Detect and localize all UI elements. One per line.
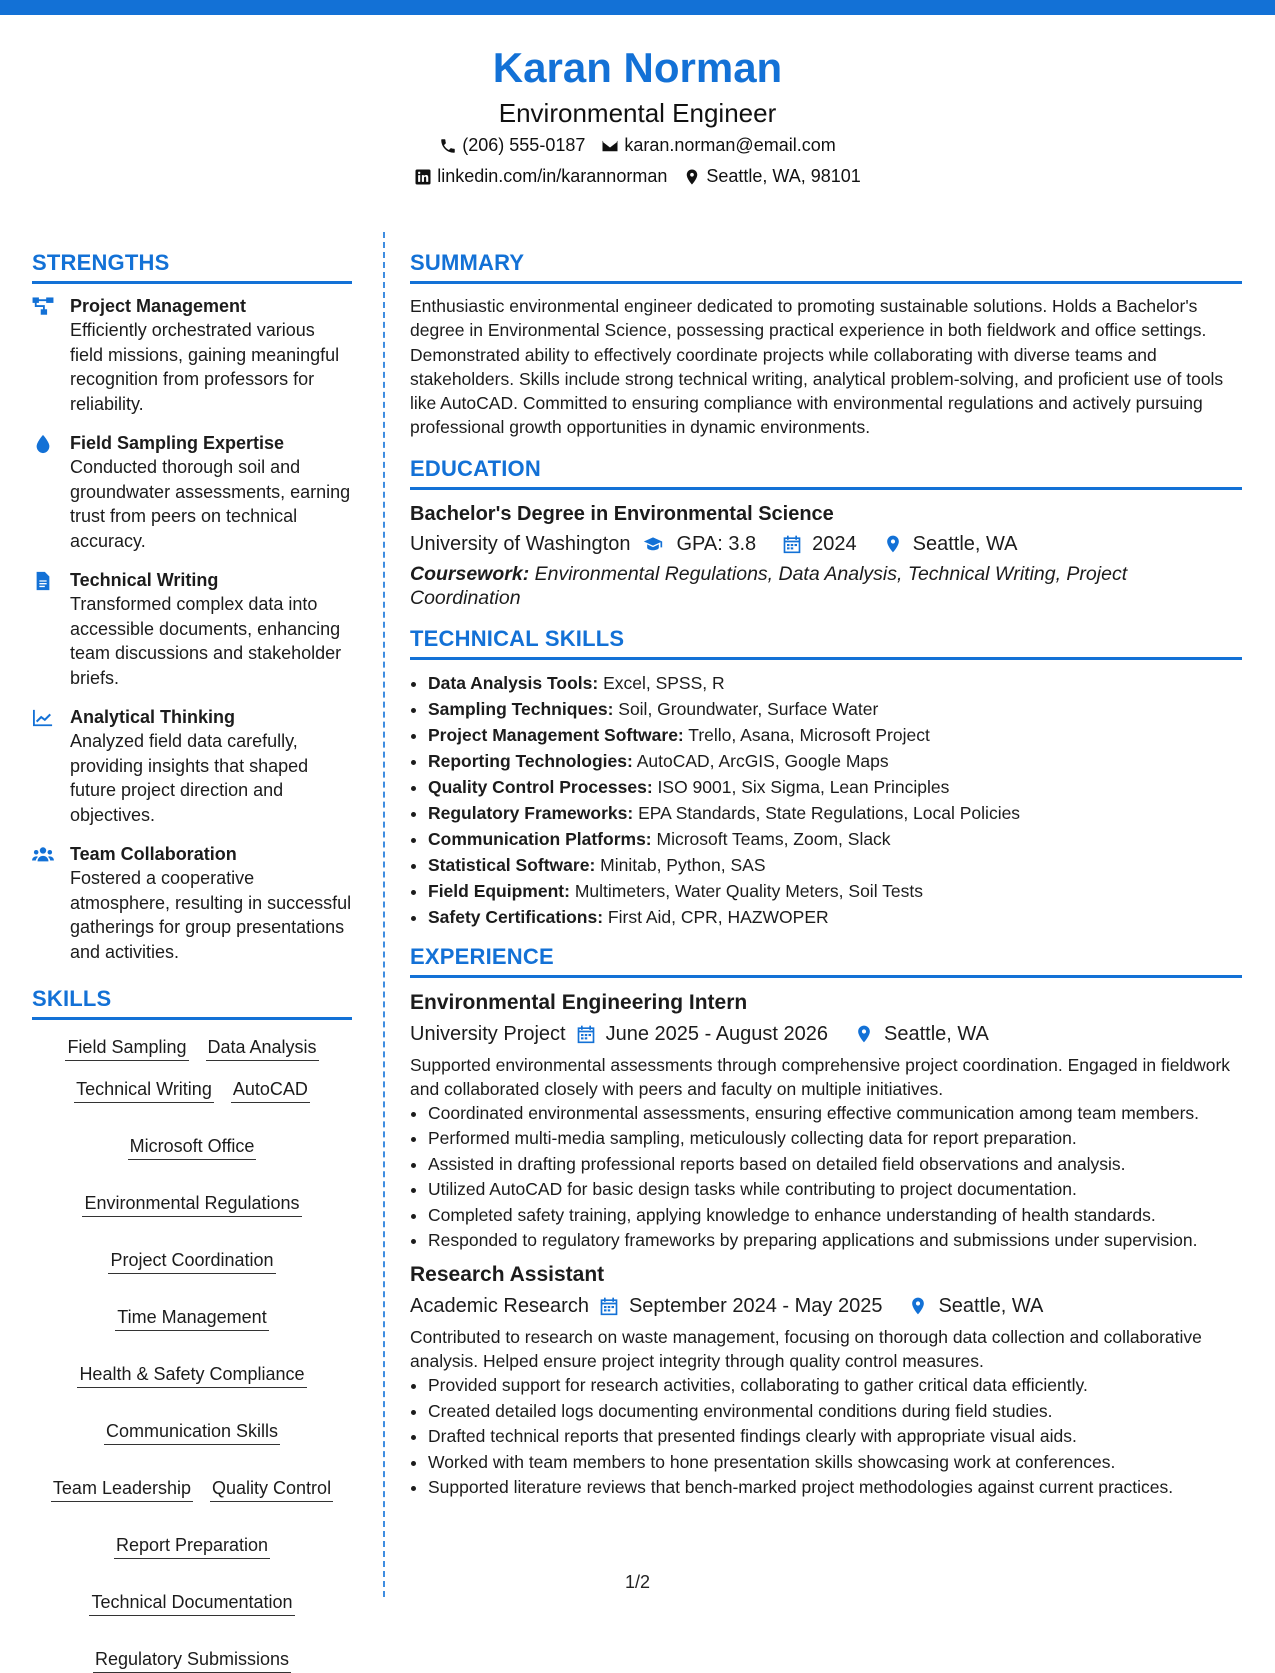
strength-title: Analytical Thinking — [70, 707, 236, 727]
calendar-icon — [782, 534, 802, 554]
phone-text: (206) 555-0187 — [462, 135, 586, 155]
skill-tag: Technical Documentation — [89, 1589, 294, 1616]
list-item — [428, 774, 1242, 800]
list-item — [428, 800, 1242, 826]
strength-desc: Conducted thorough soil and groundwater assessments, earning trust from peers on technical accuracy. — [70, 457, 351, 551]
skill-label: Statistical Software: — [428, 854, 596, 875]
contact-email[interactable] — [601, 130, 835, 161]
skill-label: Data Analysis Tools: — [428, 672, 599, 693]
list-item: • Performed multi-media sampling, meticulously collecting data for report preparation. — [428, 1126, 1242, 1150]
job-title: Environmental Engineering Intern — [410, 990, 748, 1014]
skill-tag: Data Analysis — [206, 1034, 319, 1061]
skill-tag: Technical Writing — [74, 1076, 214, 1103]
strength-item — [32, 431, 352, 553]
strength-item — [32, 568, 352, 690]
list-item: • Supported literature reviews that bench-marked project methodologies against current practices. — [428, 1475, 1242, 1499]
list-item — [428, 878, 1242, 904]
skill-value: Trello, Asana, Microsoft Project — [688, 724, 930, 745]
strength-item — [32, 842, 352, 964]
coursework — [410, 562, 1242, 610]
job-meta — [410, 1018, 1242, 1050]
resume-header — [0, 40, 1275, 192]
skill-tag: Health & Safety Compliance — [77, 1361, 306, 1388]
strength-desc: Transformed complex data into accessible documents, enhancing team discussions and stakeholder briefs. — [70, 594, 342, 688]
candidate-title: Environmental Engineer — [498, 98, 777, 128]
contact-row-2 — [0, 161, 1275, 192]
contact-location — [683, 161, 860, 192]
map-pin-icon — [883, 534, 903, 554]
skill-tag: Time Management — [115, 1304, 268, 1331]
map-pin-icon — [854, 1024, 874, 1044]
skill-label: Reporting Technologies: — [428, 750, 633, 771]
page-number: 1/2 — [624, 1572, 651, 1592]
job-description: Contributed to research on waste management, focusing on thorough data collection and collaborative analysis. Helped ensure project integrity through quality control measures. — [410, 1327, 1202, 1372]
skill-label: Field Equipment: — [428, 880, 570, 901]
gpa: GPA: 3.8 — [676, 532, 757, 555]
skill-label: Regulatory Frameworks: — [428, 802, 634, 823]
list-item — [428, 904, 1242, 930]
list-item: • Provided support for research activities, collaborating to gather critical data efficiently. — [428, 1373, 1242, 1397]
skill-tag: Field Sampling — [65, 1034, 188, 1061]
job-dates: September 2024 - May 2025 — [628, 1295, 883, 1318]
skill-value: Soil, Groundwater, Surface Water — [618, 698, 879, 719]
strength-title: Field Sampling Expertise — [70, 433, 285, 453]
education-heading: EDUCATION — [410, 456, 1242, 490]
job-location: Seattle, WA — [884, 1022, 989, 1045]
document-icon — [32, 571, 54, 591]
list-item: • Created detailed logs documenting environmental conditions during field studies. — [428, 1399, 1242, 1423]
skill-value: AutoCAD, ArcGIS, Google Maps — [636, 750, 889, 771]
job-title: Research Assistant — [410, 1263, 605, 1287]
job-description: Supported environmental assessments through comprehensive project coordination. Engaged in fieldwork and collaborated closely with peers and faculty on multiple initiatives. — [410, 1054, 1231, 1099]
job-entry — [410, 988, 1242, 1253]
skill-value: Microsoft Teams, Zoom, Slack — [656, 828, 891, 849]
line-chart-icon — [32, 708, 54, 728]
location-text: Seattle, WA, 98101 — [706, 166, 861, 186]
job-bullets — [410, 1373, 1242, 1499]
skill-tag: Project Coordination — [108, 1247, 275, 1274]
strength-title: Technical Writing — [70, 570, 219, 590]
list-item: • Drafted technical reports that presented findings clearly with appropriate visual aids. — [428, 1424, 1242, 1448]
strength-desc: Analyzed field data carefully, providing insights that shaped future project direction and objectives. — [70, 731, 309, 825]
calendar-icon — [576, 1024, 596, 1044]
list-item — [428, 722, 1242, 748]
strength-desc: Efficiently orchestrated various field missions, gaining meaningful recognition from professors for reliability. — [70, 320, 340, 414]
email-text: karan.norman@email.com — [624, 135, 836, 155]
skill-value: EPA Standards, State Regulations, Local Policies — [638, 802, 1021, 823]
project-management-icon — [32, 297, 54, 317]
skill-value: ISO 9001, Six Sigma, Lean Principles — [657, 776, 950, 797]
experience-heading: EXPERIENCE — [410, 944, 1242, 978]
job-bullets — [410, 1101, 1242, 1253]
degree-title: Bachelor's Degree in Environmental Science — [410, 502, 834, 525]
contact-phone — [439, 130, 585, 161]
list-item — [428, 852, 1242, 878]
skill-label: Safety Certifications: — [428, 906, 604, 927]
skill-tag: Environmental Regulations — [82, 1190, 301, 1217]
skill-value: Multimeters, Water Quality Meters, Soil Tests — [574, 880, 923, 901]
strength-desc: Fostered a cooperative atmosphere, resulting in successful gatherings for group presentations and activities. — [70, 868, 352, 962]
job-location: Seattle, WA — [938, 1295, 1044, 1318]
list-item: • Completed safety training, applying knowledge to enhance understanding of health standards. — [428, 1203, 1242, 1227]
list-item — [428, 748, 1242, 774]
skill-label: Project Management Software: — [428, 724, 684, 745]
phone-icon — [439, 137, 457, 155]
skill-label: Quality Control Processes: — [428, 776, 653, 797]
list-item: • Responded to regulatory frameworks by preparing applications and submissions under supervision. — [428, 1228, 1242, 1252]
job-entry — [410, 1260, 1242, 1499]
list-item — [428, 826, 1242, 852]
contact-row-1 — [0, 130, 1275, 161]
summary-heading: SUMMARY — [410, 250, 1242, 284]
strength-item — [32, 705, 352, 827]
contact-linkedin[interactable] — [414, 161, 667, 192]
job-dates: June 2025 - August 2026 — [605, 1022, 829, 1045]
job-meta — [410, 1290, 1242, 1322]
summary-text: Enthusiastic environmental engineer dedicated to promoting sustainable solutions. Holds a Bachelor's degree in Environmental Science, possessing practical experience in both fieldwork and office settings. Demonstrated ability to effectively coordinate projects while collaborating with diverse teams and stakeholders. Skills include strong technical writing, analytical problem-solving, and proficient use of tools like AutoCAD. Committed to ensuring compliance with environmental regulations and actively pursuing professional growth opportunities in dynamic environments. — [410, 296, 1224, 438]
technical-skills-list — [410, 670, 1242, 930]
strength-title: Team Collaboration — [70, 844, 237, 864]
graduation-cap-icon — [640, 534, 666, 554]
skill-label: Communication Platforms: — [428, 828, 652, 849]
strength-item — [32, 294, 352, 416]
job-org: University Project — [410, 1022, 566, 1045]
right-column — [410, 250, 1242, 1507]
left-column — [32, 250, 352, 1673]
list-item: • Worked with team members to hone presentation skills showcasing work at conferences. — [428, 1450, 1242, 1474]
envelope-icon — [601, 137, 619, 155]
skill-tag: Quality Control — [210, 1475, 333, 1502]
coursework-label: Coursework: — [410, 562, 530, 585]
education-meta — [410, 528, 1242, 560]
skill-tag: Microsoft Office — [128, 1133, 257, 1160]
skill-value: Excel, SPSS, R — [603, 672, 725, 693]
education-location: Seattle, WA — [912, 532, 1018, 555]
top-accent-bar — [0, 0, 1275, 15]
graduation-year: 2024 — [812, 532, 857, 555]
linkedin-text: linkedin.com/in/karannorman — [437, 166, 668, 186]
skill-tag: Team Leadership — [51, 1475, 193, 1502]
job-org: Academic Research — [410, 1295, 589, 1318]
list-item — [428, 670, 1242, 696]
skill-tag: Report Preparation — [114, 1532, 270, 1559]
list-item: • Utilized AutoCAD for basic design tasks while contributing to project documentation. — [428, 1177, 1242, 1201]
list-item: • Coordinated environmental assessments, ensuring effective communication among team members. — [428, 1101, 1242, 1125]
skills-heading: SKILLS — [32, 986, 352, 1020]
strengths-heading: STRENGTHS — [32, 250, 352, 284]
column-divider — [383, 232, 385, 1597]
skill-tag: AutoCAD — [231, 1076, 310, 1103]
skill-value: First Aid, CPR, HAZWOPER — [607, 906, 829, 927]
skill-tag: Communication Skills — [104, 1418, 280, 1445]
candidate-name: Karan Norman — [492, 44, 783, 91]
skill-label: Sampling Techniques: — [428, 698, 614, 719]
list-item: • Assisted in drafting professional reports based on detailed field observations and analysis. — [428, 1152, 1242, 1176]
skill-tag: Regulatory Submissions — [93, 1646, 291, 1673]
users-icon — [32, 845, 54, 865]
technical-skills-heading: TECHNICAL SKILLS — [410, 626, 1242, 660]
school-name: University of Washington — [410, 532, 631, 555]
calendar-icon — [599, 1296, 619, 1316]
linkedin-icon — [414, 168, 432, 186]
map-pin-icon — [683, 168, 701, 186]
skill-value: Minitab, Python, SAS — [600, 854, 766, 875]
map-pin-icon — [908, 1296, 928, 1316]
water-drop-icon — [32, 434, 54, 454]
list-item — [428, 696, 1242, 722]
coursework-text: Environmental Regulations, Data Analysis, Technical Writing, Project Coordination — [410, 562, 1128, 609]
strength-title: Project Management — [70, 296, 247, 316]
